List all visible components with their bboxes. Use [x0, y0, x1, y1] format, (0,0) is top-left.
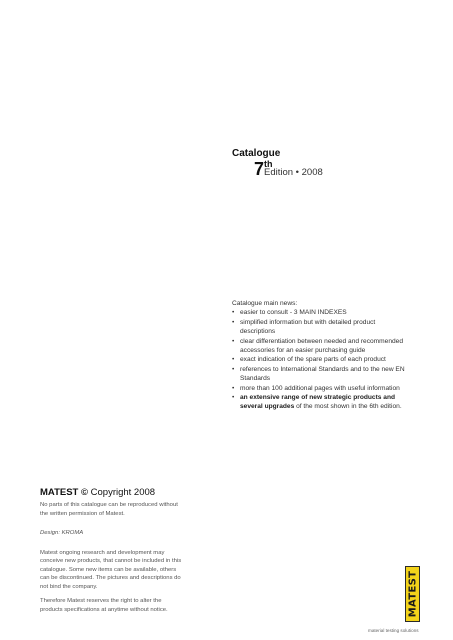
news-list	[232, 308, 412, 411]
bullet-icon: •	[232, 318, 235, 326]
matest-logo	[405, 566, 420, 622]
design-credit: Design: KROMA	[40, 530, 84, 536]
edition-number: 7	[254, 159, 265, 179]
copyright-notice: No parts of this catalogue can be reproduced without the written permission of Matest.	[40, 502, 178, 517]
news-item	[232, 337, 412, 356]
news-item-text: of the most shown in the 6th edition.	[294, 403, 402, 411]
disclaimer-paragraph: Matest ongoing research and development may conceive new products, that cannot be included in this catalogue. Some new items can be available, others can be discontinued. The pictures and descriptions do not bind the company.	[40, 549, 182, 590]
logo-tagline: material testing solutions	[368, 628, 419, 633]
catalogue-title: Catalogue	[232, 148, 281, 159]
news-item	[232, 318, 412, 337]
edition-year: Edition • 2008	[264, 167, 323, 178]
catalogue-news	[232, 299, 412, 412]
bullet-icon: •	[232, 394, 235, 402]
news-item-text: clear differentiation between needed and recommended accessories for an easier purchasing guide	[240, 337, 404, 355]
news-item-highlight: an extensive range of new strategic products and several upgrades	[240, 394, 395, 411]
copyright-year: Copyright 2008	[88, 487, 156, 498]
logo-text: MATEST	[407, 570, 418, 618]
news-item	[232, 393, 412, 412]
news-item-text: easier to consult - 3 MAIN INDEXES	[240, 309, 347, 317]
news-item	[232, 308, 412, 317]
bullet-icon: •	[232, 384, 235, 392]
edition-line	[232, 159, 323, 183]
news-item	[232, 384, 412, 393]
bullet-icon: •	[232, 365, 235, 373]
news-title: Catalogue main news:	[232, 300, 298, 307]
news-item-text: exact indication of the spare parts of each product	[240, 356, 386, 364]
bullet-icon: •	[232, 337, 235, 345]
bullet-icon: •	[232, 309, 235, 317]
catalogue-heading	[232, 148, 323, 183]
news-item-text: more than 100 additional pages with useful information	[240, 384, 400, 392]
copyright-block	[40, 487, 182, 614]
bullet-icon: •	[232, 356, 235, 364]
news-item-text: simplified information but with detailed product descriptions	[240, 318, 376, 336]
news-item	[232, 365, 412, 384]
copyright-brand: MATEST ©	[40, 487, 88, 498]
disclaimer-paragraph: Therefore Matest reserves the right to alter the products specifications at anytime without notice.	[40, 598, 168, 613]
news-item	[232, 355, 412, 364]
edition-superscript: th	[264, 159, 273, 169]
news-item-text: references to International Standards and to the new EN Standards	[240, 365, 405, 383]
copyright-heading	[40, 487, 182, 498]
